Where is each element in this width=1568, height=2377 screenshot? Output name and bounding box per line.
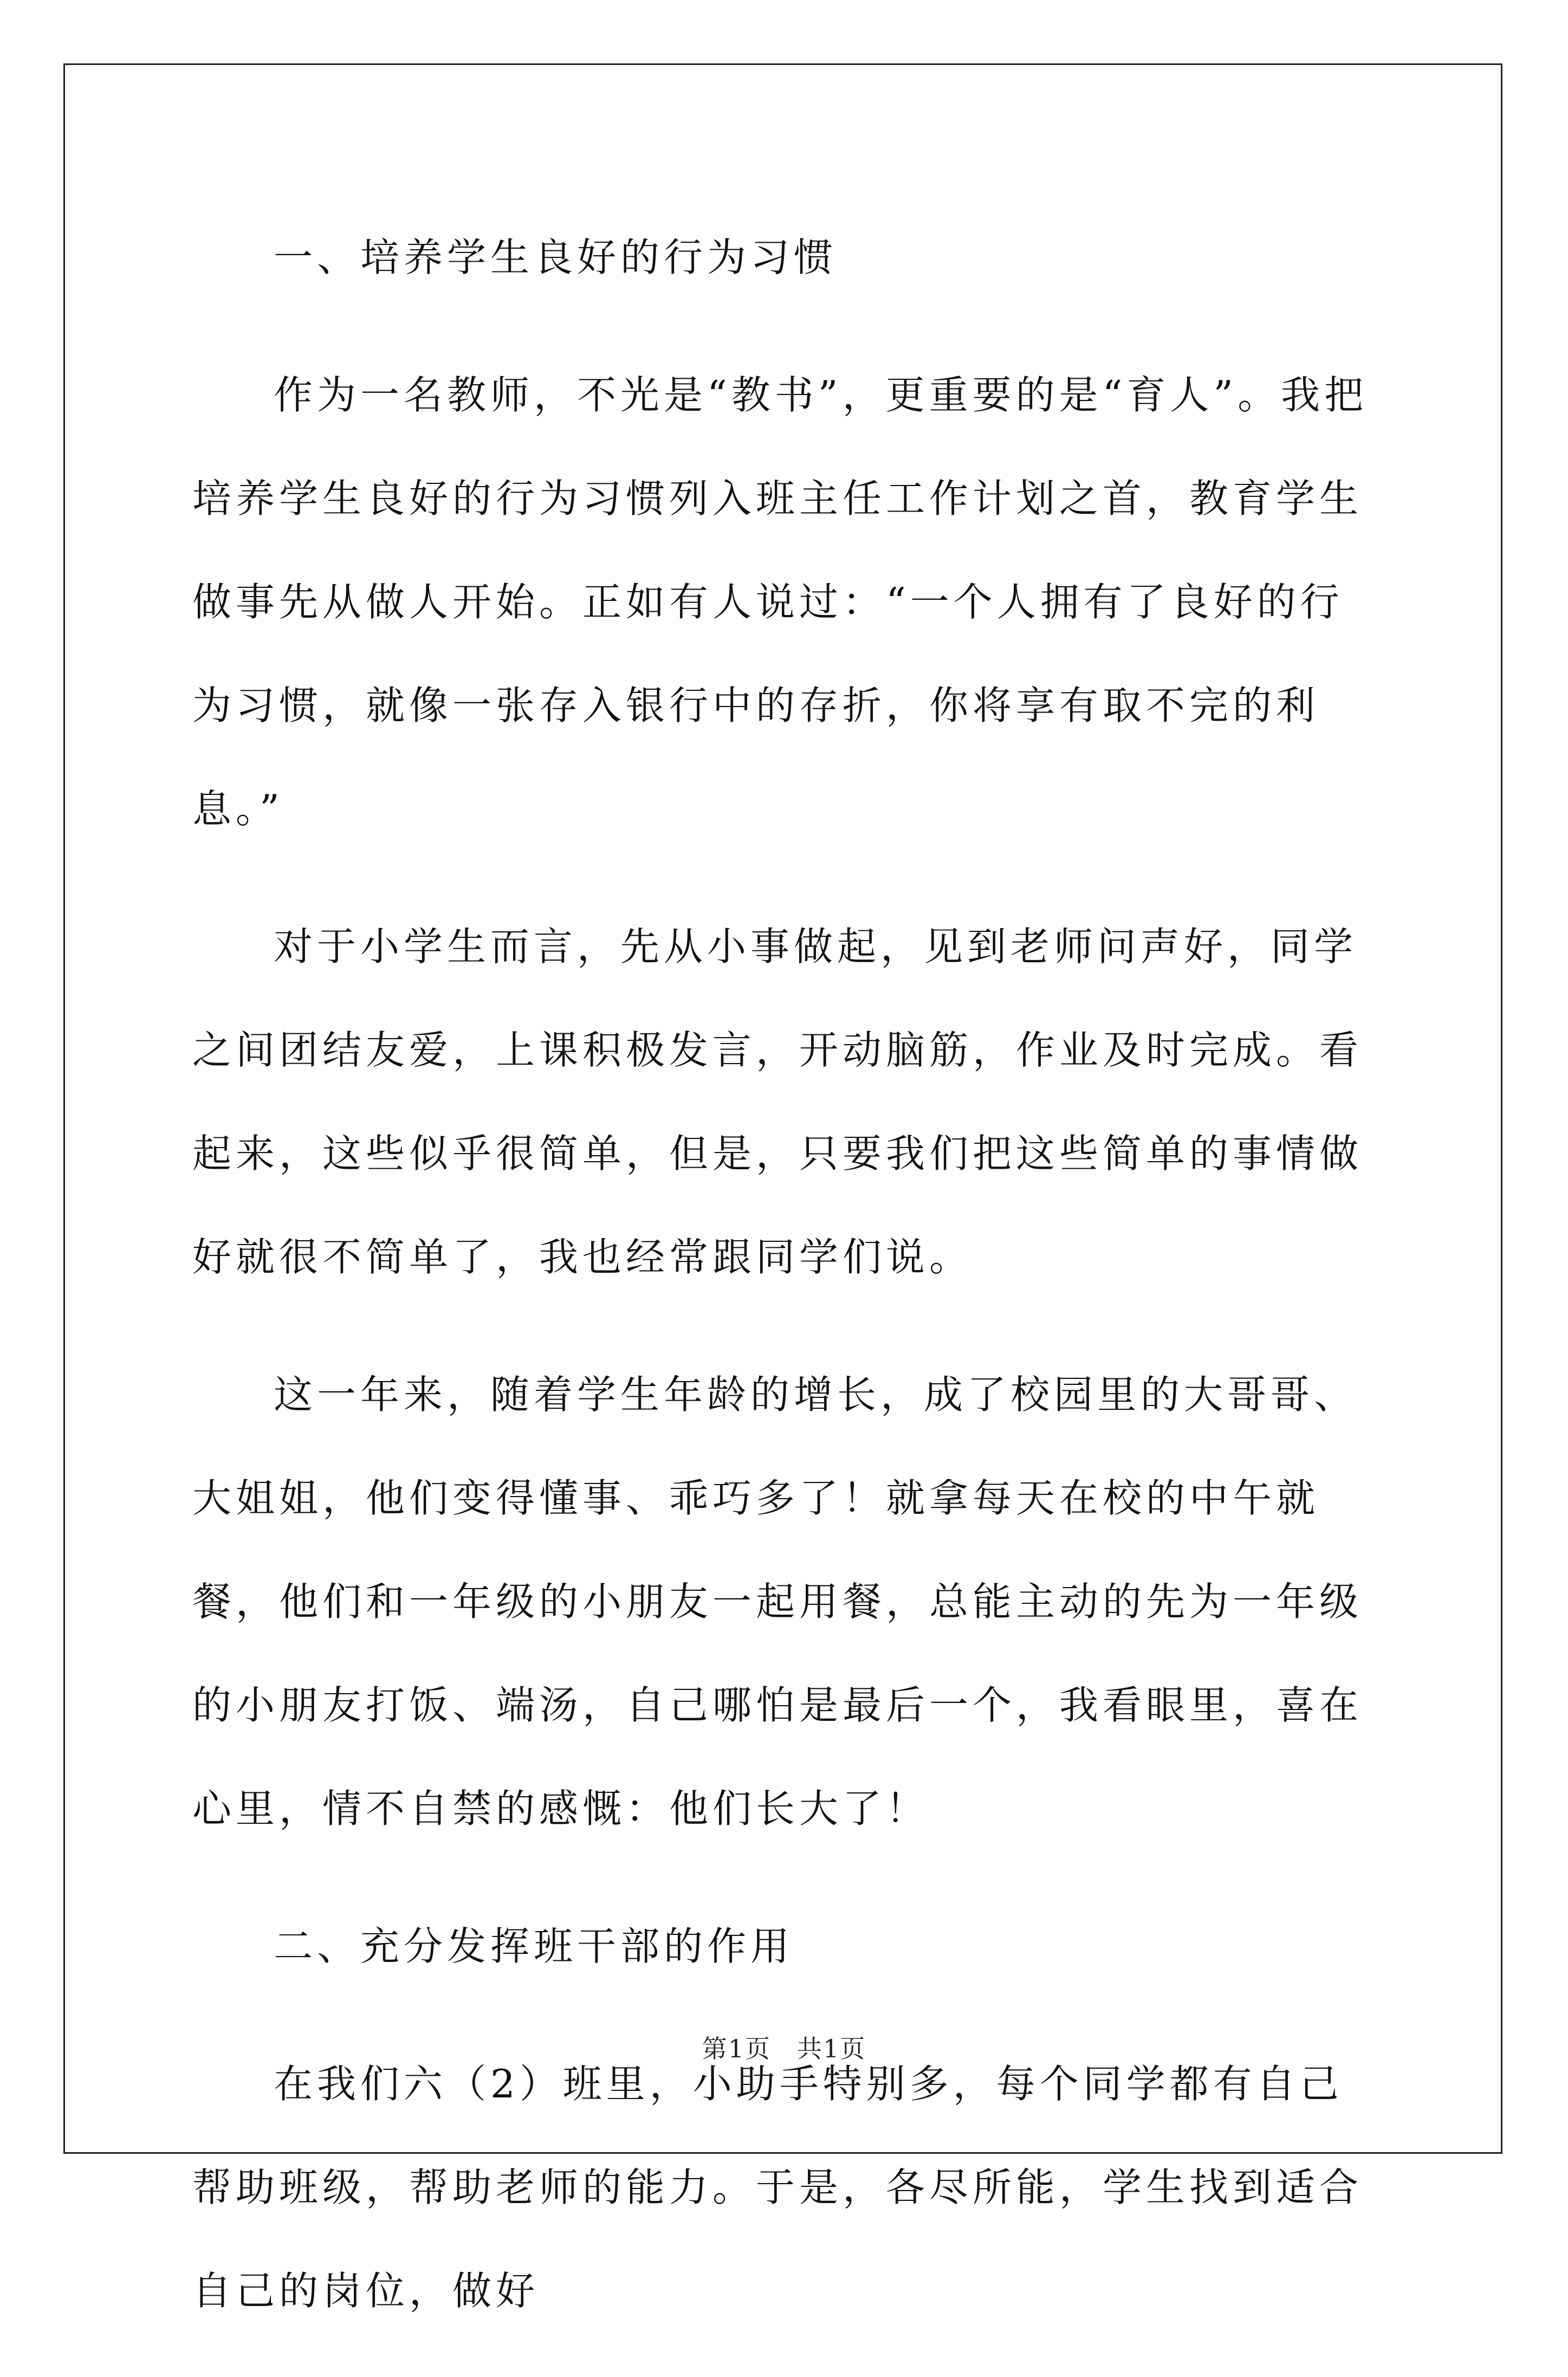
section-heading-2: 二、充分发挥班干部的作用 [274, 1923, 794, 1969]
paragraph-4: 在我们六（2）班里，小助手特别多，每个同学都有自己帮助班级，帮助老师的能力。于是，各尽所能，学生找到适合自己的岗位，做好 [192, 2061, 1363, 2314]
page-footer: 第1页 共1页 [702, 2034, 866, 2063]
paragraph-1: 作为一名教师，不光是“教书”，更重要的是“育人”。我把培养学生良好的行为习惯列入班主任工作计划之首，教育学生做事先从做人开始。正如有人说过：“一个人拥有了良好的行为习惯，就像一张存入银行中的存折，你将享有取不完的利息。” [192, 372, 1368, 832]
paragraph-2: 对于小学生而言，先从小事做起，见到老师问声好，同学之间团结友爱，上课积极发言，开动脑筋，作业及时完成。看起来，这些似乎很简单，但是，只要我们把这些简单的事情做好就很不简单了，我也经常跟同学们说。 [192, 924, 1363, 1280]
section-heading-1: 一、培养学生良好的行为习惯 [274, 235, 838, 280]
paragraph-3: 这一年来，随着学生年龄的增长，成了校园里的大哥哥、大姐姐，他们变得懂事、乖巧多了！就拿每天在校的中午就餐，他们和一年级的小朋友一起用餐，总能主动的先为一年级的小朋友打饭、端汤，自己哪怕是最后一个，我看眼里，喜在心里，情不自禁的感慨：他们长大了！ [192, 1372, 1363, 1831]
